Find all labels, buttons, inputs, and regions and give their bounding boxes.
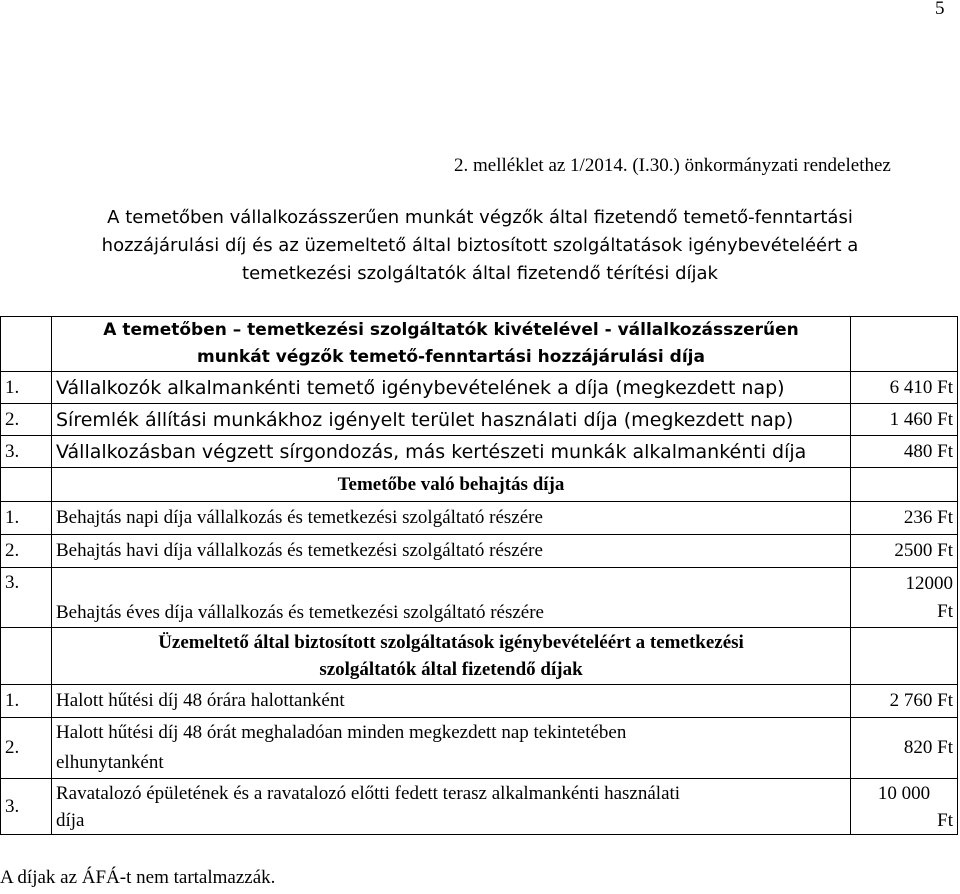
- row-description: Behajtás napi díja vállalkozás és temetkezési szolgáltató részére: [52, 502, 851, 535]
- heading-line: Temetőbe való behajtás díja: [337, 474, 565, 495]
- row-number: 3.: [1, 779, 52, 835]
- section-heading-row: [1, 628, 958, 685]
- row-number: 3.: [1, 568, 52, 628]
- table-row: [1, 779, 958, 835]
- row-description: Síremlék állítási munkákhoz igényelt terület használati díja (megkezdett nap): [52, 404, 851, 436]
- price-line: Ft: [937, 809, 953, 831]
- price-line: 10 000: [877, 782, 931, 804]
- title-line: hozzájárulási díj és az üzemeltető által biztosított szolgáltatások igénybevételéért a: [101, 235, 859, 256]
- table-row: [1, 372, 958, 404]
- table-row: [1, 685, 958, 718]
- row-number: 2.: [1, 718, 52, 779]
- title-line: temetkezési szolgáltatók által fizetendő térítési díjak: [242, 263, 718, 284]
- description-line: elhunytanként: [56, 752, 164, 773]
- row-price: 1 460 Ft: [851, 404, 958, 436]
- row-price: 2500 Ft: [851, 535, 958, 568]
- table-row: [1, 502, 958, 535]
- row-number: 2.: [1, 404, 52, 436]
- row-number: 1.: [1, 502, 52, 535]
- row-price: 6 410 Ft: [851, 372, 958, 404]
- table-row: [1, 718, 958, 779]
- row-number: 2.: [1, 535, 52, 568]
- row-description: Behajtás havi díja vállalkozás és temetkezési szolgáltató részére: [52, 535, 851, 568]
- row-number: 1.: [1, 372, 52, 404]
- heading-line: szolgáltatók által fizetendő díjak: [319, 659, 583, 680]
- row-description: Vállalkozásban végzett sírgondozás, más kertészeti munkák alkalmankénti díja: [52, 436, 851, 468]
- heading-line: Üzemeltető által biztosított szolgáltatások igénybevételéért a temetkezési: [158, 632, 744, 653]
- fee-table: [0, 316, 958, 835]
- section-heading: [52, 628, 851, 685]
- heading-line: A temetőben – temetkezési szolgáltatók kivételével - vállalkozásszerűen: [103, 320, 799, 340]
- row-description: Behajtás éves díja vállalkozás és temetkezési szolgáltató részére: [52, 568, 851, 628]
- title-line: A temetőben vállalkozásszerűen munkát végzők által fizetendő temető-fenntartási: [107, 207, 853, 228]
- row-price: 2 760 Ft: [851, 685, 958, 718]
- row-number: 1.: [1, 685, 52, 718]
- section-heading: [52, 317, 851, 372]
- document-title: [0, 204, 960, 288]
- page-number: 5: [935, 0, 945, 19]
- row-description: [52, 718, 851, 779]
- row-price: 820 Ft: [851, 718, 958, 779]
- section-heading-row: [1, 317, 958, 372]
- table-row: [1, 535, 958, 568]
- row-price: [851, 568, 958, 628]
- table-row: [1, 404, 958, 436]
- table-row: [1, 568, 958, 628]
- row-description: Vállalkozók alkalmankénti temető igénybevételének a díja (megkezdett nap): [52, 372, 851, 404]
- heading-line: munkát végzők temető-fenntartási hozzájárulási díja: [197, 347, 705, 367]
- price-line: Ft: [937, 600, 953, 622]
- description-line: Ravatalozó épületének és a ravatalozó előtti fedett terasz alkalmankénti használati: [56, 782, 681, 804]
- section-heading: [52, 468, 851, 502]
- price-line: 12000: [905, 572, 953, 594]
- row-description: [52, 779, 851, 835]
- row-number: 3.: [1, 436, 52, 468]
- row-price: [851, 779, 958, 835]
- row-price: 236 Ft: [851, 502, 958, 535]
- row-description: Halott hűtési díj 48 órára halottanként: [52, 685, 851, 718]
- description-line: díja: [56, 809, 85, 831]
- description-line: Halott hűtési díj 48 órát meghaladóan minden megkezdett nap tekintetében: [56, 722, 627, 743]
- section-heading-row: [1, 468, 958, 502]
- table-row: [1, 436, 958, 468]
- vat-note: A díjak az ÁFÁ-t nem tartalmazzák.: [0, 867, 276, 888]
- row-price: 480 Ft: [851, 436, 958, 468]
- annex-reference: 2. melléklet az 1/2014. (I.30.) önkormányzati rendelethez: [454, 155, 891, 176]
